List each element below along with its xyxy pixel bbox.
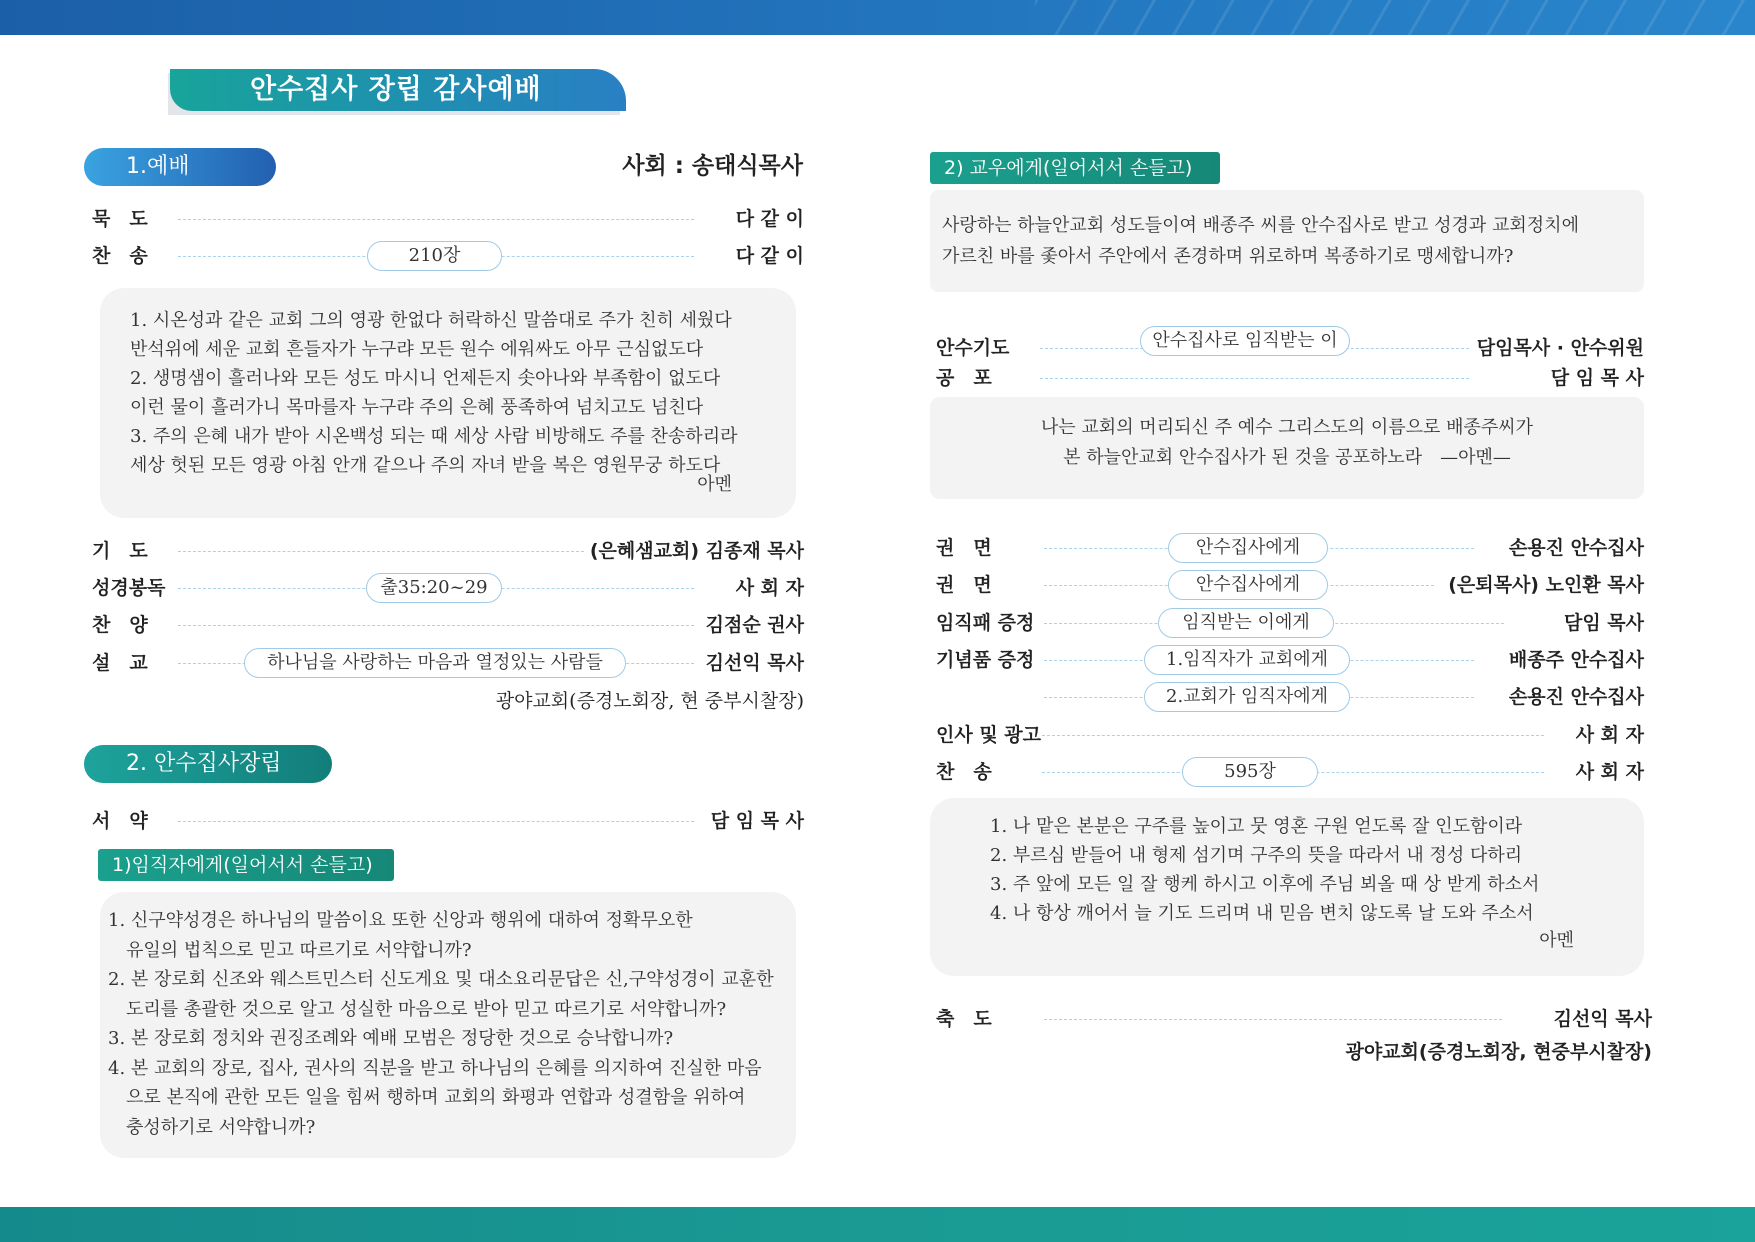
order-label: 성경봉독 bbox=[92, 577, 166, 599]
lyric-line: 2. 부르심 받들어 내 형제 섬기며 구주의 뜻을 따라서 내 정성 다하리 bbox=[990, 845, 1523, 866]
order-label: 묵 도 bbox=[92, 208, 148, 230]
order-value: 배종주 안수집사 bbox=[1505, 646, 1644, 674]
oath-line: 유일의 법칙으로 믿고 따르기로 서약합니까? bbox=[108, 939, 472, 961]
order-value: 담임목사 · 안수위원 bbox=[1473, 334, 1644, 362]
order-value: 다 같 이 bbox=[732, 242, 804, 270]
amen: 아멘 bbox=[697, 474, 732, 495]
order-label: 안수기도 bbox=[936, 337, 1010, 359]
exhortation-capsule: 안수집사에게 bbox=[1168, 570, 1328, 600]
dotted-leader bbox=[178, 551, 594, 552]
order-value: 담임 목사 bbox=[1560, 609, 1644, 637]
order-row bbox=[936, 609, 1644, 637]
dotted-leader bbox=[1040, 378, 1469, 379]
gift-capsule: 2.교회가 임직자에게 bbox=[1144, 682, 1350, 712]
order-row bbox=[936, 721, 1644, 749]
order-label: 기념품 증정 bbox=[936, 649, 1035, 671]
oath-line: 2. 본 장로회 신조와 웨스트민스터 신도게요 및 대소요리문답은 신,구약성경이 교훈한 bbox=[108, 969, 774, 990]
dotted-leader bbox=[1044, 1019, 1502, 1020]
order-value: 김선익 목사 bbox=[1550, 1005, 1652, 1033]
order-label: 인사 및 광고 bbox=[936, 724, 1041, 746]
lyric-line: 1. 나 맡은 본분은 구주를 높이고 뭇 영혼 구원 얻도록 잘 인도함이라 bbox=[990, 816, 1523, 837]
order-label: 권 면 bbox=[936, 574, 992, 596]
lyric-line: 세상 헛된 모든 영광 아침 안개 같으나 주의 자녀 받을 복은 영원무궁 하도다 bbox=[130, 455, 721, 476]
oath-line: 도리를 총괄한 것으로 알고 성실한 마음으로 받아 믿고 따르기로 서약합니까? bbox=[108, 998, 727, 1020]
oath-line: 으로 본직에 관한 모든 일을 힘써 행하며 교회의 화평과 연합과 성결함을 위하여 bbox=[108, 1087, 746, 1108]
moderator: 사회 : 송태식목사 bbox=[622, 153, 803, 179]
plaque-capsule: 임직받는 이에게 bbox=[1158, 608, 1334, 638]
order-row bbox=[936, 364, 1644, 392]
order-value: 김선익 목사 bbox=[702, 649, 804, 677]
order-label: 축 도 bbox=[936, 1008, 992, 1030]
order-row bbox=[92, 205, 804, 233]
order-row bbox=[936, 330, 1644, 362]
oath-line: 1. 신구약성경은 하나님의 말씀이요 또한 신앙과 행위에 대하여 정확무오한 bbox=[108, 910, 693, 931]
proclamation-line: 본 하늘안교회 안수집사가 된 것을 공포하노라 —아멘— bbox=[1063, 447, 1511, 468]
order-value: 담 임 목 사 bbox=[707, 807, 804, 835]
section2-heading: 2. 안수집사장립 bbox=[84, 745, 332, 783]
sermon-title: 하나님을 사랑하는 마음과 열정있는 사람들 bbox=[244, 648, 626, 678]
oath-box bbox=[100, 892, 796, 1158]
lyric-line: 반석위에 세운 교회 흔들자가 누구랴 모든 원수 에워싸도 아무 근심없도다 bbox=[130, 339, 704, 360]
order-value: (은혜샘교회) 김종재 목사 bbox=[586, 537, 804, 565]
amen: 아멘 bbox=[1539, 930, 1574, 951]
oath-subheading: 1)임직자에게(일어서서 손들고) bbox=[98, 849, 394, 881]
oath-line: 3. 본 장로회 정치와 권징조례와 예배 모범은 정당한 것으로 승낙합니까? bbox=[108, 1028, 674, 1049]
order-value: 담 임 목 사 bbox=[1547, 364, 1644, 392]
order-row bbox=[92, 537, 804, 565]
dotted-leader bbox=[178, 625, 694, 626]
hymn2-lyrics-box bbox=[930, 798, 1644, 976]
order-row bbox=[92, 807, 804, 835]
order-label: 찬 송 bbox=[92, 245, 148, 267]
gift-capsule: 1.임직자가 교회에게 bbox=[1144, 645, 1350, 675]
hymn-number: 595장 bbox=[1182, 757, 1318, 787]
order-label: 설 교 bbox=[92, 652, 148, 674]
order-value: 손용진 안수집사 bbox=[1505, 683, 1644, 711]
congregation-line: 사랑하는 하늘안교회 성도들이여 배종주 씨를 안수집사로 받고 성경과 교회정치에 bbox=[942, 215, 1579, 236]
proclamation-box bbox=[930, 397, 1644, 499]
order-row bbox=[936, 534, 1644, 562]
order-label: 공 포 bbox=[936, 367, 992, 389]
order-value: 다 같 이 bbox=[732, 205, 804, 233]
preacher-affiliation: 광야교회(증경노회장, 현 중부시찰장) bbox=[495, 690, 804, 712]
order-row bbox=[92, 611, 804, 639]
order-row bbox=[936, 758, 1644, 786]
order-value: (은퇴목사) 노인환 목사 bbox=[1444, 571, 1644, 599]
top-bar-stripes bbox=[1035, 0, 1755, 35]
lyric-line: 4. 나 항상 깨어서 늘 기도 드리며 내 믿음 변치 않도록 날 도와 주소서 bbox=[990, 903, 1534, 924]
oath-line: 충성하기로 서약합니까? bbox=[108, 1116, 316, 1138]
order-value: 사 회 자 bbox=[1572, 758, 1644, 786]
order-label: 권 면 bbox=[936, 537, 992, 559]
oath-line: 4. 본 교회의 장로, 집사, 권사의 직분을 받고 하나님의 은혜를 의지하여 진실한 마음 bbox=[108, 1057, 762, 1079]
order-row bbox=[92, 649, 804, 677]
order-label: 서 약 bbox=[92, 810, 148, 832]
order-row bbox=[936, 1005, 1652, 1033]
proclamation-line: 나는 교회의 머리되신 주 예수 그리스도의 이름으로 배종주씨가 bbox=[1040, 417, 1534, 438]
order-row bbox=[936, 646, 1644, 674]
congregation-subheading: 2) 교우에게(일어서서 손들고) bbox=[930, 152, 1220, 184]
scripture-reference: 출35:20~29 bbox=[366, 573, 502, 603]
lyric-line: 이런 물이 흘러가니 목마를자 누구랴 주의 은혜 풍족하여 넘치고도 넘친다 bbox=[130, 397, 704, 418]
main-title: 안수집사 장립 감사예배 bbox=[170, 69, 626, 111]
dotted-leader bbox=[178, 219, 694, 220]
order-row bbox=[92, 574, 804, 602]
hymn-number: 210장 bbox=[367, 241, 502, 271]
order-row bbox=[92, 242, 804, 270]
order-row bbox=[936, 571, 1644, 599]
order-label: 찬 송 bbox=[936, 761, 992, 783]
section1-heading: 1.예배 bbox=[84, 148, 276, 186]
lyric-line: 1. 시온성과 같은 교회 그의 영광 한없다 허락하신 말씀대로 주가 친히 세웠다 bbox=[130, 310, 732, 331]
ordination-capsule: 안수집사로 임직받는 이 bbox=[1140, 326, 1350, 356]
dotted-leader bbox=[1042, 735, 1544, 736]
benediction-affiliation: 광야교회(증경노회장, 현중부시찰장) bbox=[1345, 1041, 1652, 1063]
congregation-line: 가르친 바를 좇아서 주안에서 존경하며 위로하며 복종하기로 맹세합니까? bbox=[942, 246, 1514, 267]
order-value: 손용진 안수집사 bbox=[1505, 534, 1644, 562]
order-label: 임직패 증정 bbox=[936, 612, 1035, 634]
order-label: 기 도 bbox=[92, 540, 148, 562]
exhortation-capsule: 안수집사에게 bbox=[1168, 533, 1328, 563]
dotted-leader bbox=[178, 821, 694, 822]
order-value: 사 회 자 bbox=[732, 574, 804, 602]
main-title-banner bbox=[168, 69, 628, 114]
order-value: 김점순 권사 bbox=[702, 611, 804, 639]
order-row bbox=[936, 683, 1644, 711]
lyric-line: 2. 생명샘이 흘러나와 모든 성도 마시니 언제든지 솟아나와 부족함이 없도다 bbox=[130, 368, 721, 389]
top-decor-bar bbox=[0, 0, 1755, 35]
lyric-line: 3. 주의 은혜 내가 받아 시온백성 되는 때 세상 사람 비방해도 주를 찬송하리라 bbox=[130, 426, 738, 447]
congregation-box bbox=[930, 190, 1644, 292]
bottom-decor-bar bbox=[0, 1207, 1755, 1242]
order-value: 사 회 자 bbox=[1572, 721, 1644, 749]
lyric-line: 3. 주 앞에 모든 일 잘 행케 하시고 이후에 주님 뵈올 때 상 받게 하소서 bbox=[990, 874, 1540, 895]
hymn-lyrics-box bbox=[100, 288, 796, 518]
order-label: 찬 양 bbox=[92, 614, 148, 636]
